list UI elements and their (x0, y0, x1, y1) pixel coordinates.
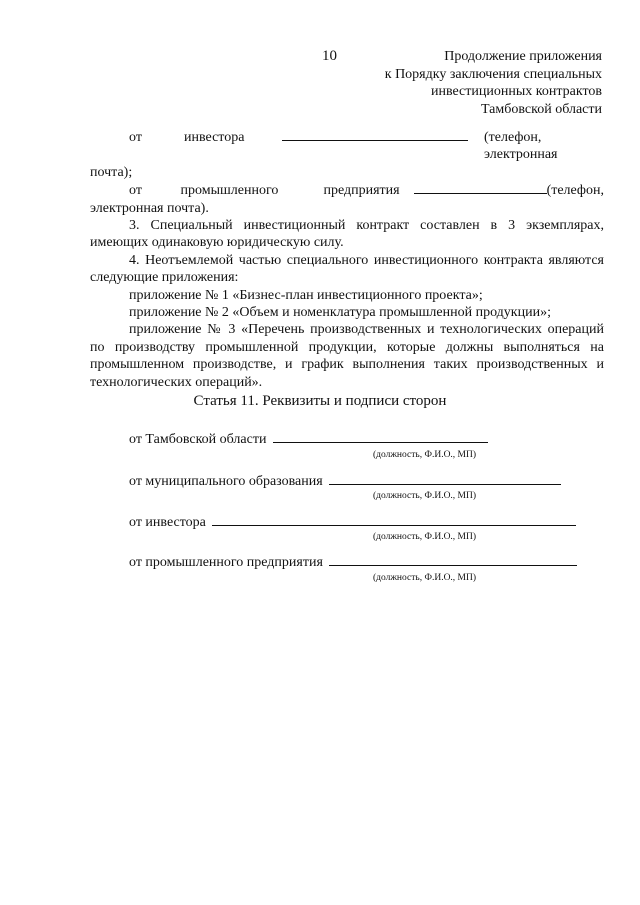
investor-line (90, 128, 604, 164)
article-title: Статья 11. Реквизиты и подписи сторон (193, 393, 447, 409)
signature-line (329, 553, 577, 566)
signature-enterprise (129, 553, 577, 571)
page-number: 10 (322, 48, 337, 64)
signature-investor (129, 513, 576, 531)
document-body (90, 128, 604, 391)
header-line-1: Продолжение приложения (444, 49, 602, 64)
investor-contact-hint: (телефон, электронная (484, 130, 558, 163)
investor-blank-line (282, 128, 468, 141)
appendix-header (322, 48, 602, 118)
header-line-4: Тамбовской области (480, 101, 602, 117)
header-line-2: к Порядку заключения специальных (384, 66, 602, 82)
signature-label: от Тамбовской области (129, 432, 267, 447)
signature-line (212, 513, 576, 526)
investor-ot: от (129, 130, 142, 145)
signature-municipality (129, 472, 561, 490)
header-line-3: инвестиционных контрактов (430, 84, 602, 99)
appendix-2: приложение № 2 «Объем и номенклатура промышленной продукции»; (129, 305, 551, 321)
investor-cont: почта); (90, 164, 133, 180)
signature-line (329, 472, 561, 485)
signature-caption: (должность, Ф.И.О., МП) (373, 491, 477, 501)
enterprise-ot: от (129, 183, 142, 199)
enterprise-contact-hint: (телефон, (546, 183, 604, 199)
paragraph-4: 4. Неотъемлемой частью специального инвестиционного контракта являются следующие приложения: (90, 252, 604, 286)
signature-label: от инвестора (129, 515, 206, 530)
signature-label: от муниципального образования (129, 474, 323, 489)
enterprise-line (90, 181, 604, 199)
signature-caption: (должность, Ф.И.О., МП) (373, 532, 477, 542)
investor-label: инвестора (184, 130, 245, 145)
enterprise-blank-line (414, 181, 547, 194)
appendix-3: приложение № 3 «Перечень производственных и технологических операций по производству промышленной продукции, которые должны выполняться на промышленном производстве, и график выполнения таких производственных и технологических операций». (90, 322, 604, 390)
paragraph-3: 3. Специальный инвестиционный контракт составлен в 3 экземплярах, имеющих одинаковую юридическую силу. (90, 218, 604, 251)
enterprise-cont: электронная почта). (90, 200, 209, 216)
signature-region (129, 430, 488, 448)
signature-caption: (должность, Ф.И.О., МП) (373, 573, 477, 583)
appendix-1: приложение № 1 «Бизнес-план инвестиционного проекта»; (129, 287, 483, 303)
enterprise-label: промышленного предприятия (180, 183, 400, 199)
signature-label: от промышленного предприятия (129, 555, 323, 570)
signature-caption: (должность, Ф.И.О., МП) (373, 450, 477, 460)
signature-line (273, 430, 488, 443)
